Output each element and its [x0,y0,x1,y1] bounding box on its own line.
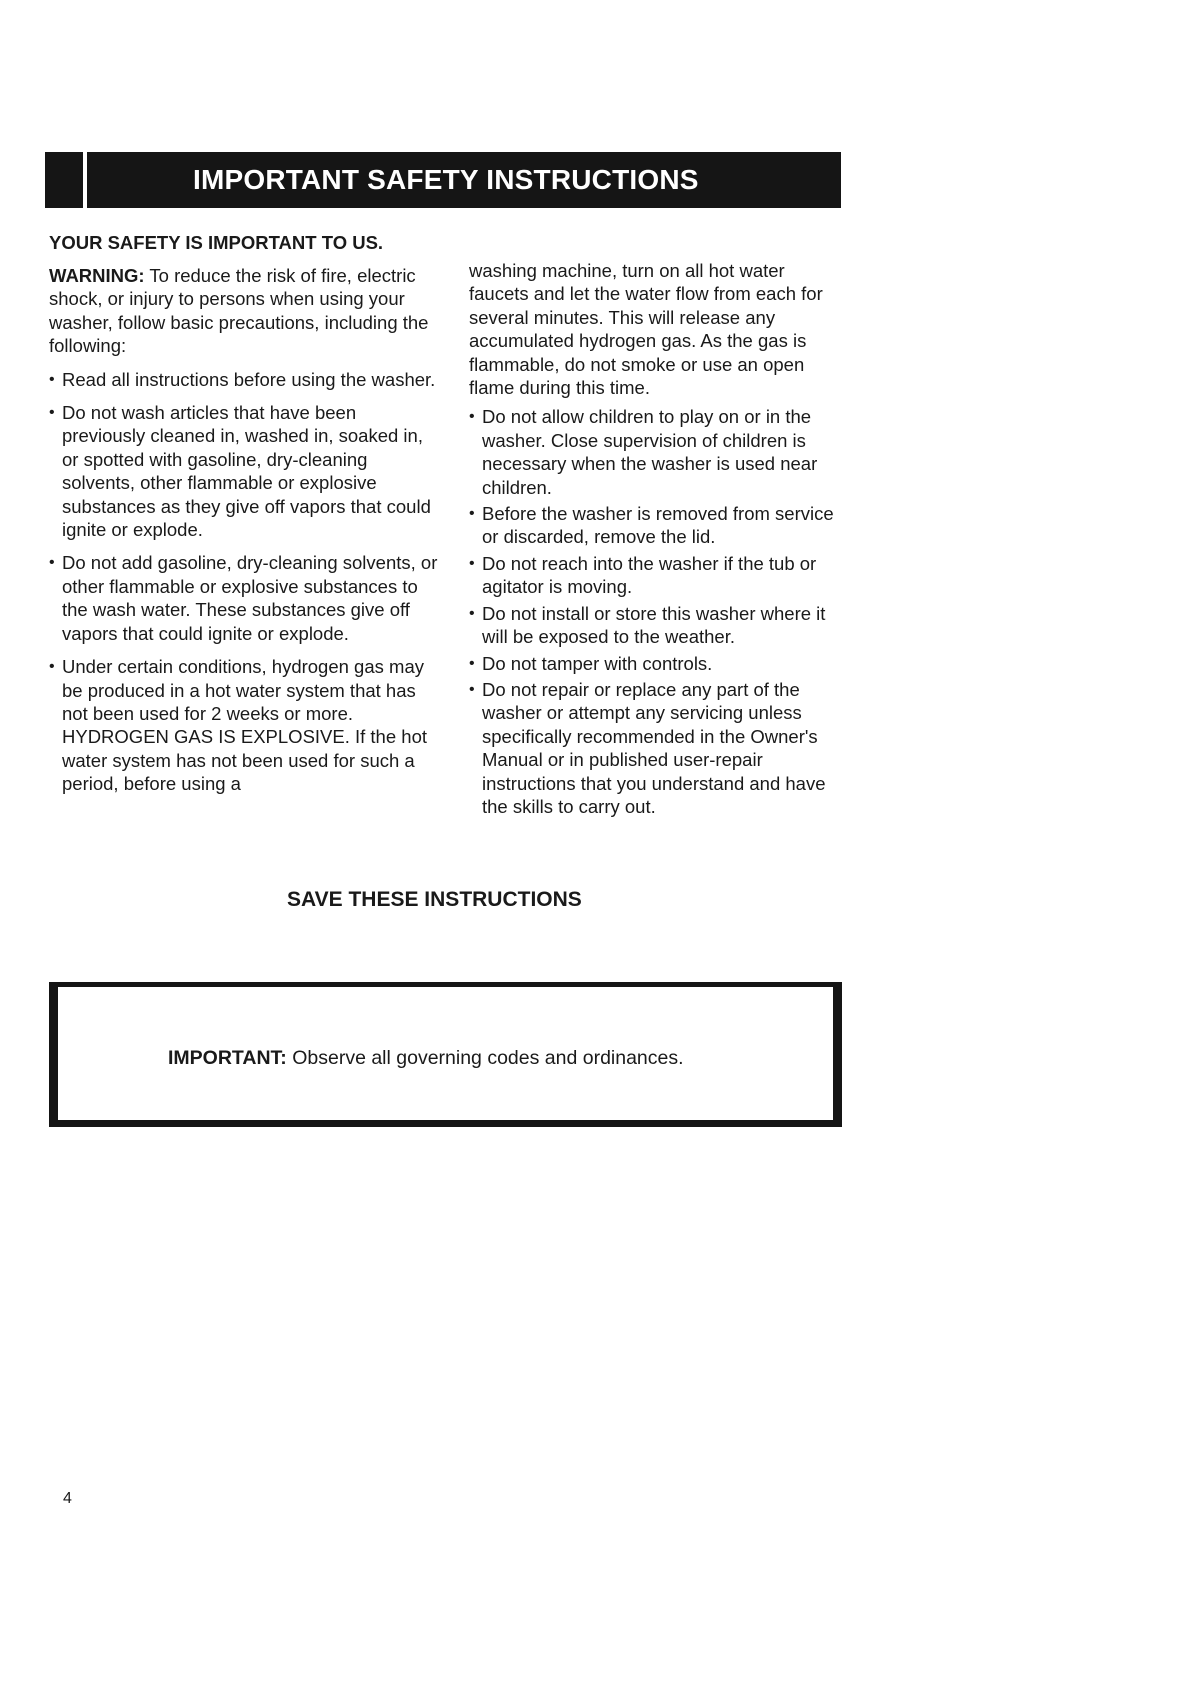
list-item [469,502,849,549]
warning-paragraph [49,264,439,358]
list-item-text: Under certain conditions, hydrogen gas may be produced in a hot water system that has not been used for 2 weeks or more. HYDROGEN GAS IS EXPLOSIVE. If the hot water system has not been used for such a period, before using a [62,656,427,795]
bullet-icon: • [469,505,475,523]
important-notice [168,1047,684,1070]
bullet-icon: • [49,404,55,422]
list-item-text: Do not allow children to play on or in the washer. Close supervision of children is necessary when the washer is used near children. [482,406,818,498]
bullet-icon: • [49,554,55,572]
right-column [469,259,849,821]
continuation-text: washing machine, turn on all hot water faucets and let the water flow from each for several minutes. This will release any accumulated hydrogen gas. As the gas is flammable, do not smoke or use an open flame during this time. [469,260,823,399]
page-title: IMPORTANT SAFETY INSTRUCTIONS [193,164,699,195]
list-item-text: Before the washer is removed from service or discarded, remove the lid. [482,503,834,548]
bullet-icon: • [469,408,475,426]
list-item [469,678,849,818]
list-item [49,368,439,391]
important-notice-box [49,982,842,1127]
left-bullet-list [49,368,439,796]
list-item-text: Do not tamper with controls. [482,652,713,674]
list-item [469,405,849,499]
important-label: IMPORTANT: [168,1047,287,1069]
page-number: 4 [63,1490,72,1507]
list-item-text: Read all instructions before using the washer. [62,368,436,390]
list-item-text: Do not repair or replace any part of the washer or attempt any servicing unless specifically recommended in the Owner's Manual or in published user-repair instructions that you understand and have the skills to carry out. [482,678,826,817]
left-column [49,264,439,806]
list-item [49,655,439,795]
list-item-text: Do not wash articles that have been previously cleaned in, washed in, soaked in, or spotted with gasoline, dry-cleaning solvents, other flammable or explosive substances as they give off vapors that could ignite or explode. [62,402,431,541]
warning-label: WARNING: [49,265,145,286]
safety-heading: YOUR SAFETY IS IMPORTANT TO US. [49,232,384,253]
right-bullet-list [469,405,849,818]
bullet-icon: • [49,658,55,676]
list-item-text: Do not reach into the washer if the tub or agitator is moving. [482,552,817,598]
warning-text: To reduce the risk of fire, electric shock, or injury to persons when using your washer, follow basic precautions, including the following: [49,265,429,357]
bullet-icon: • [469,680,475,698]
list-item [469,652,849,675]
section-header-bar [45,152,841,208]
bullet-icon: • [49,370,55,388]
bullet-icon: • [469,554,475,572]
list-item [49,551,439,645]
list-item [469,602,849,649]
list-item [49,401,439,541]
header-divider-notch [83,152,87,208]
bullet-icon: • [469,654,475,672]
important-text: Observe all governing codes and ordinances. [286,1047,684,1069]
list-item-text: Do not add gasoline, dry-cleaning solvents, or other flammable or explosive substances to the wash water. These substances give off vapors that could ignite or explode. [62,552,438,644]
bullet-icon: • [469,604,475,622]
save-instructions-heading: SAVE THESE INSTRUCTIONS [287,888,582,911]
list-item [469,552,849,599]
list-item-text: Do not install or store this washer where it will be exposed to the weather. [482,602,826,648]
